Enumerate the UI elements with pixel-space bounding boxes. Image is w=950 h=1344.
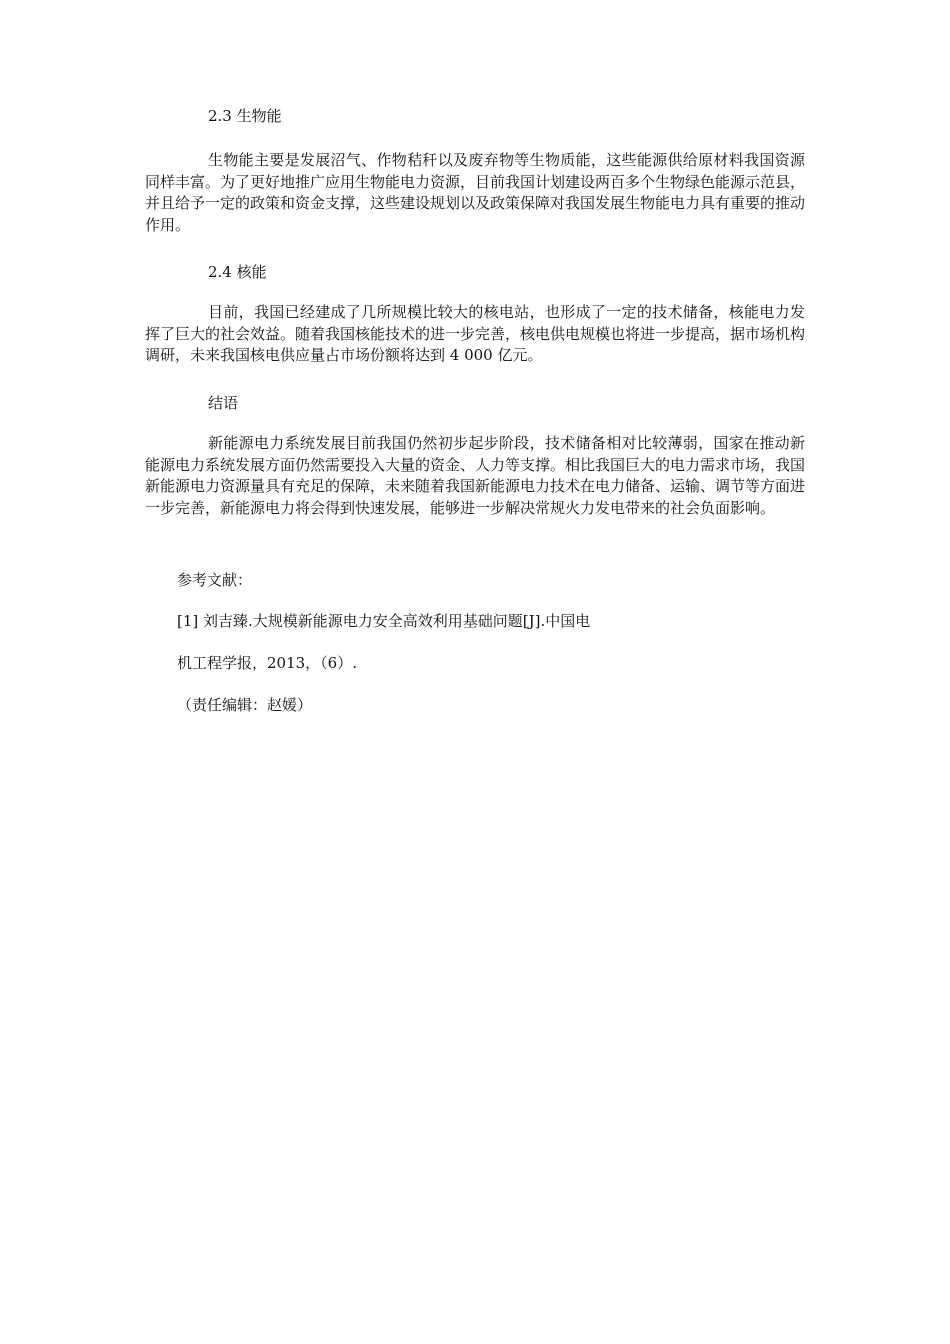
editor-credit: （责任编辑：赵媛） xyxy=(177,696,313,714)
paragraph-nuclear: 目前，我国已经建成了几所规模比较大的核电站，也形成了一定的技术储备，核能电力发挥了巨大的社会效益。随着我国核能技术的进一步完善，核电供电规模也将进一步提高，据市场机构调研，未来我国核电供应量占市场份额将达到 4 000 亿元。 xyxy=(145,303,806,364)
reference-item-1-line-1: [1] 刘吉臻.大规模新能源电力安全高效利用基础问题[J].中国电 xyxy=(177,612,591,630)
section-heading-nuclear: 2.4 核能 xyxy=(208,263,267,281)
paragraph-conclusion: 新能源电力系统发展目前我国仍然初步起步阶段，技术储备相对比较薄弱，国家在推动新能源电力系统发展方面仍然需要投入大量的资金、人力等支撑。相比我国巨大的电力需求市场，我国新能源电力资源量具有充足的保障，未来随着我国新能源电力技术在电力储备、运输、调节等方面进一步完善，新能源电力将会得到快速发展，能够进一步解决常规火力发电带来的社会负面影响。 xyxy=(145,434,806,517)
section-heading-conclusion: 结语 xyxy=(208,394,239,412)
paragraph-biomass: 生物能主要是发展沼气、作物秸秆以及废弃物等生物质能，这些能源供给原材料我国资源同样丰富。为了更好地推广应用生物能电力资源，目前我国计划建设两百多个生物绿色能源示范县，并且给予一定的政策和资金支撑，这些建设规划以及政策保障对我国发展生物能电力具有重要的推动作用。 xyxy=(145,151,806,234)
references-label: 参考文献： xyxy=(177,571,253,589)
reference-item-1-line-2: 机工程学报，2013，（6）. xyxy=(177,654,357,672)
section-heading-biomass: 2.3 生物能 xyxy=(208,107,282,125)
